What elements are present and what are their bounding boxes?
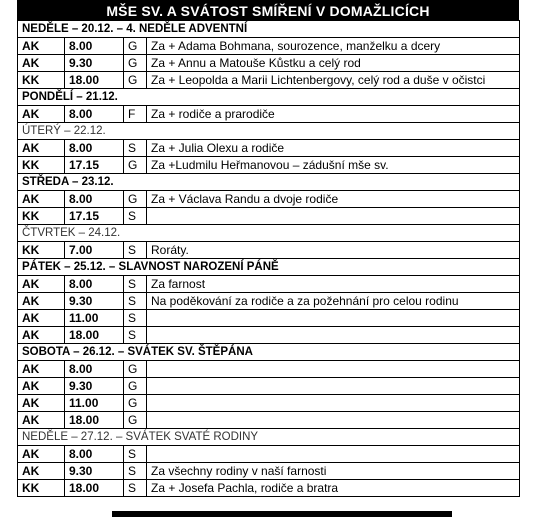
church-cell: AK <box>18 140 65 157</box>
day-heading-row <box>18 123 520 140</box>
time-cell: 8.00 <box>65 361 124 378</box>
vestment-color-cell: S <box>124 327 147 344</box>
day-heading: PÁTEK – 25.12. – SLAVNOST NAROZENÍ PÁNĚ <box>18 259 520 276</box>
mass-row <box>18 480 520 497</box>
day-heading: NEDĚLE – 27.12. – SVÁTEK SVATÉ RODINY <box>18 429 520 446</box>
church-cell: AK <box>18 463 65 480</box>
church-cell: AK <box>18 378 65 395</box>
time-cell: 8.00 <box>65 106 124 123</box>
intention-cell: Za + rodiče a prarodiče <box>147 106 520 123</box>
schedule-table <box>17 20 520 497</box>
mass-row <box>18 361 520 378</box>
day-heading-row <box>18 89 520 106</box>
mass-row <box>18 378 520 395</box>
vestment-color-cell: G <box>124 395 147 412</box>
time-cell: 11.00 <box>65 310 124 327</box>
intention-cell <box>147 327 520 344</box>
church-cell: KK <box>18 480 65 497</box>
church-cell: KK <box>18 208 65 225</box>
intention-cell: Za + Leopolda a Marii Lichtenbergovy, celý rod a duše v očistci <box>147 72 520 89</box>
schedule-body <box>18 21 520 497</box>
church-cell: AK <box>18 361 65 378</box>
intention-cell: Za + Julia Olexu a rodiče <box>147 140 520 157</box>
intention-cell <box>147 361 520 378</box>
intention-cell <box>147 208 520 225</box>
time-cell: 8.00 <box>65 446 124 463</box>
vestment-color-cell: S <box>124 480 147 497</box>
day-heading-row <box>18 344 520 361</box>
intention-cell <box>147 446 520 463</box>
mass-row <box>18 310 520 327</box>
intention-cell: Za + Václava Randu a dvoje rodiče <box>147 191 520 208</box>
day-heading-row <box>18 225 520 242</box>
church-cell: AK <box>18 276 65 293</box>
intention-cell: Za + Adama Bohmana, sourozence, manželku a dcery <box>147 38 520 55</box>
church-cell: AK <box>18 395 65 412</box>
intention-cell: Na poděkování za rodiče a za požehnání pro celou rodinu <box>147 293 520 310</box>
time-cell: 8.00 <box>65 191 124 208</box>
church-cell: KK <box>18 157 65 174</box>
time-cell: 17.15 <box>65 157 124 174</box>
time-cell: 18.00 <box>65 327 124 344</box>
intention-cell: Za + Josefa Pachla, rodiče a bratra <box>147 480 520 497</box>
mass-row <box>18 276 520 293</box>
vestment-color-cell: S <box>124 310 147 327</box>
mass-row <box>18 327 520 344</box>
time-cell: 9.30 <box>65 293 124 310</box>
mass-row <box>18 191 520 208</box>
time-cell: 7.00 <box>65 242 124 259</box>
day-heading: SOBOTA – 26.12. – SVÁTEK SV. ŠTĚPÁNA <box>18 344 520 361</box>
vestment-color-cell: G <box>124 412 147 429</box>
intention-cell: Za + Annu a Matouše Kůstku a celý rod <box>147 55 520 72</box>
mass-row <box>18 395 520 412</box>
time-cell: 8.00 <box>65 38 124 55</box>
intention-cell: Roráty. <box>147 242 520 259</box>
vestment-color-cell: G <box>124 38 147 55</box>
church-cell: AK <box>18 446 65 463</box>
mass-row <box>18 140 520 157</box>
vestment-color-cell: G <box>124 157 147 174</box>
intention-cell <box>147 310 520 327</box>
mass-row <box>18 208 520 225</box>
church-cell: AK <box>18 293 65 310</box>
intention-cell: Za farnost <box>147 276 520 293</box>
day-heading: STŘEDA – 23.12. <box>18 174 520 191</box>
day-heading: ČTVRTEK – 24.12. <box>18 225 520 242</box>
mass-row <box>18 72 520 89</box>
day-heading-row <box>18 429 520 446</box>
time-cell: 9.30 <box>65 55 124 72</box>
intention-cell <box>147 412 520 429</box>
vestment-color-cell: G <box>124 72 147 89</box>
intention-cell: Za +Ludmilu Heřmanovou – zádušní mše sv. <box>147 157 520 174</box>
vestment-color-cell: S <box>124 242 147 259</box>
vestment-color-cell: S <box>124 463 147 480</box>
time-cell: 11.00 <box>65 395 124 412</box>
church-cell: KK <box>18 72 65 89</box>
church-cell: AK <box>18 327 65 344</box>
vestment-color-cell: S <box>124 276 147 293</box>
church-cell: AK <box>18 412 65 429</box>
mass-row <box>18 157 520 174</box>
mass-row <box>18 412 520 429</box>
time-cell: 17.15 <box>65 208 124 225</box>
mass-row <box>18 463 520 480</box>
day-heading: ÚTERÝ – 22.12. <box>18 123 520 140</box>
vestment-color-cell: S <box>124 140 147 157</box>
church-cell: AK <box>18 191 65 208</box>
vestment-color-cell: S <box>124 446 147 463</box>
time-cell: 9.30 <box>65 463 124 480</box>
church-cell: AK <box>18 106 65 123</box>
mass-row <box>18 38 520 55</box>
vestment-color-cell: G <box>124 55 147 72</box>
day-heading-row <box>18 259 520 276</box>
vestment-color-cell: S <box>124 208 147 225</box>
day-heading: NEDĚLE – 20.12. – 4. NEDĚLE ADVENTNÍ <box>18 21 520 38</box>
time-cell: 18.00 <box>65 412 124 429</box>
mass-row <box>18 106 520 123</box>
time-cell: 8.00 <box>65 276 124 293</box>
time-cell: 18.00 <box>65 480 124 497</box>
day-heading: PONDĚLÍ – 21.12. <box>18 89 520 106</box>
vestment-color-cell: S <box>124 293 147 310</box>
intention-cell <box>147 378 520 395</box>
day-heading-row <box>18 174 520 191</box>
time-cell: 18.00 <box>65 72 124 89</box>
church-cell: AK <box>18 38 65 55</box>
vestment-color-cell: G <box>124 378 147 395</box>
mass-row <box>18 242 520 259</box>
mass-schedule-sheet <box>17 0 519 497</box>
schedule-title: MŠE SV. A SVÁTOST SMÍŘENÍ V DOMAŽLICÍCH <box>17 0 519 20</box>
church-cell: AK <box>18 55 65 72</box>
mass-row <box>18 293 520 310</box>
vestment-color-cell: F <box>124 106 147 123</box>
vestment-color-cell: G <box>124 361 147 378</box>
mass-row <box>18 446 520 463</box>
day-heading-row <box>18 21 520 38</box>
church-cell: AK <box>18 310 65 327</box>
church-cell: KK <box>18 242 65 259</box>
time-cell: 8.00 <box>65 140 124 157</box>
intention-cell: Za všechny rodiny v naší farnosti <box>147 463 520 480</box>
vestment-color-cell: G <box>124 191 147 208</box>
mass-row <box>18 55 520 72</box>
intention-cell <box>147 395 520 412</box>
next-section-header-cut <box>112 511 452 517</box>
time-cell: 9.30 <box>65 378 124 395</box>
